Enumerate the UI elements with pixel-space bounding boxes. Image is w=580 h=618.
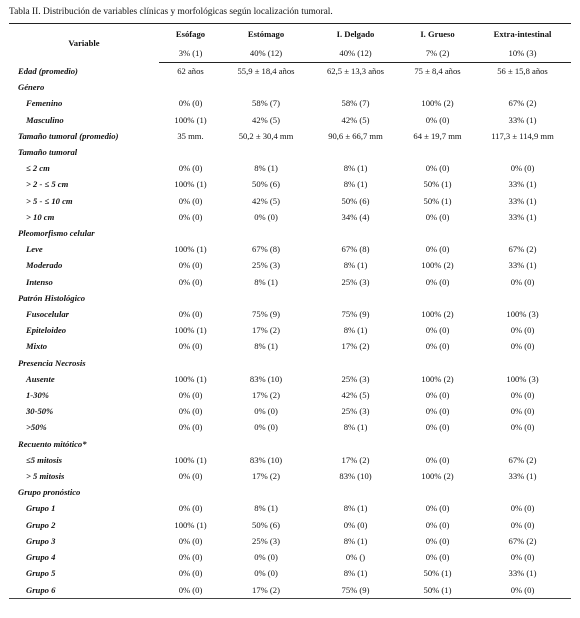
- table-cell: 0% (): [345, 552, 366, 563]
- table-row: [9, 452, 571, 468]
- table-cell: [222, 436, 310, 452]
- table-cell: 0% (0): [510, 163, 535, 174]
- table-cell: 0% (0): [178, 309, 203, 320]
- table-cell: 33% (1): [508, 211, 537, 222]
- table-row: [9, 565, 571, 581]
- table-cell: 0% (0): [425, 276, 450, 287]
- table-cell: 0% (0): [425, 503, 450, 514]
- table-cell: 0% (0): [178, 552, 203, 563]
- row-label: >50%: [26, 422, 47, 433]
- percent-esofago: 3% (1): [159, 44, 222, 63]
- table-cell: 50% (1): [423, 179, 452, 190]
- table-row: [9, 582, 571, 599]
- table-row: [9, 322, 571, 338]
- row-group-label: Grupo pronóstico: [18, 487, 81, 498]
- table-cell: [310, 225, 401, 241]
- table-cell: 0% (0): [425, 519, 450, 530]
- table-row: [9, 160, 571, 176]
- table-cell: 50% (1): [401, 582, 474, 599]
- table-row: [9, 387, 571, 403]
- table-cell: [310, 355, 401, 371]
- table-cell: 100% (3): [506, 373, 539, 384]
- table-cell: 117,3 ± 114,9 mm: [491, 130, 554, 141]
- row-group-label: Recuento mitótico*: [18, 438, 87, 449]
- table-cell: 0% (0): [425, 422, 450, 433]
- row-label: > 10 cm: [26, 211, 55, 222]
- table-cell: 58% (7): [341, 98, 370, 109]
- table-cell: 33% (1): [508, 568, 537, 579]
- row-label: Grupo 3: [26, 535, 56, 546]
- row-group-label: Género: [18, 82, 45, 93]
- table-cell: 25% (3): [252, 260, 280, 271]
- table-cell: 83% (10): [249, 373, 283, 384]
- table-cell: 67% (8): [341, 244, 370, 255]
- table-cell: 34% (4): [341, 211, 370, 222]
- row-label: Grupo 6: [9, 582, 159, 599]
- table-cell: [159, 79, 222, 95]
- table-cell: 67% (2): [508, 244, 537, 255]
- row-label: Epiteloideo: [26, 325, 67, 336]
- table-row: [9, 209, 571, 225]
- table-cell: 0% (0): [178, 211, 203, 222]
- table-cell: 75% (9): [341, 309, 370, 320]
- table-cell: 0% (0): [254, 422, 278, 433]
- table-cell: 0% (0): [178, 471, 203, 482]
- table-row: [9, 144, 571, 160]
- table-cell: 50% (6): [252, 519, 280, 530]
- table-body: [9, 63, 571, 599]
- table-cell: 75 ± 8,4 años: [414, 66, 461, 76]
- table-cell: [474, 79, 571, 95]
- table-cell: 0% (0): [178, 163, 203, 174]
- table-cell: 0% (0): [178, 195, 203, 206]
- table-cell: 0% (0): [159, 582, 222, 599]
- column-header-i-grueso: I. Grueso: [401, 24, 474, 45]
- table-cell: [474, 436, 571, 452]
- table-cell: 50% (1): [423, 568, 452, 579]
- table-row: [9, 533, 571, 549]
- table-cell: 0% (0): [510, 325, 535, 336]
- table-cell: 0% (0): [254, 406, 278, 417]
- table-cell: 0% (0): [178, 503, 203, 514]
- table-cell: 83% (10): [249, 454, 283, 465]
- table-cell: [474, 290, 571, 306]
- table-row: [9, 95, 571, 111]
- table-cell: 0% (0): [425, 244, 450, 255]
- table-cell: 0% (0): [178, 276, 203, 287]
- table-cell: 75% (9): [252, 309, 280, 320]
- table-cell: 0% (0): [254, 211, 278, 222]
- percent-i-grueso: 7% (2): [401, 44, 474, 63]
- row-label: Grupo 1: [26, 503, 56, 514]
- table-cell: 33% (1): [508, 179, 537, 190]
- table-cell: 25% (3): [341, 276, 370, 287]
- table-cell: 100% (1): [174, 325, 207, 336]
- table-cell: [401, 290, 474, 306]
- table-cell: 0% (0): [510, 552, 535, 563]
- table-cell: 8% (1): [343, 325, 368, 336]
- table-cell: 67% (2): [508, 454, 537, 465]
- table-row: [9, 549, 571, 565]
- table-cell: [310, 290, 401, 306]
- table-cell: 67% (2): [508, 98, 537, 109]
- table-cell: 0% (0): [254, 552, 278, 563]
- row-label: Grupo 4: [26, 552, 56, 563]
- table-cell: [159, 355, 222, 371]
- table-row: [9, 128, 571, 144]
- table-cell: 0% (0): [474, 582, 571, 599]
- table-cell: 33% (1): [508, 260, 537, 271]
- row-label: > 2 - ≤ 5 cm: [26, 179, 69, 190]
- table-cell: 0% (0): [425, 406, 450, 417]
- table-row: [9, 517, 571, 533]
- table-cell: [159, 436, 222, 452]
- row-label: ≤5 mitosis: [26, 454, 62, 465]
- table-cell: 0% (0): [343, 519, 368, 530]
- table-cell: 8% (1): [343, 260, 368, 271]
- table-cell: 0% (0): [510, 341, 535, 352]
- row-group-label: Pleomorfismo celular: [18, 228, 95, 239]
- table-cell: 42% (5): [341, 390, 370, 401]
- table-row: [9, 241, 571, 257]
- table-cell: 100% (1): [174, 454, 207, 465]
- table-cell: 90,6 ± 66,7 mm: [328, 130, 383, 141]
- percent-extra-intestinal: 10% (3): [474, 44, 571, 63]
- row-group-label: Patrón Histológico: [18, 292, 86, 303]
- table-cell: 8% (1): [254, 503, 278, 514]
- table-cell: 0% (0): [510, 422, 535, 433]
- table-cell: [159, 484, 222, 500]
- table-header: [9, 24, 571, 63]
- row-label: 30-50%: [26, 406, 54, 417]
- table-row: [9, 290, 571, 306]
- column-header-variable: Variable: [9, 24, 159, 63]
- table-cell: 35 mm.: [177, 130, 204, 141]
- table-cell: 8% (1): [343, 503, 368, 514]
- table-cell: 100% (3): [506, 309, 539, 320]
- row-group-label: Presencia Necrosis: [18, 357, 86, 368]
- table-row: [9, 484, 571, 500]
- table-cell: [401, 484, 474, 500]
- table-cell: 33% (1): [508, 471, 537, 482]
- table-cell: [401, 144, 474, 160]
- table-cell: 0% (0): [254, 568, 278, 579]
- table-cell: 100% (1): [174, 179, 207, 190]
- table-cell: 0% (0): [425, 552, 450, 563]
- table-cell: [310, 484, 401, 500]
- table-cell: 42% (5): [252, 195, 280, 206]
- table-row: [9, 468, 571, 484]
- table-cell: 8% (1): [254, 276, 278, 287]
- table-cell: [474, 225, 571, 241]
- table-row: [9, 225, 571, 241]
- table-row: [9, 403, 571, 419]
- table-cell: 100% (1): [174, 519, 207, 530]
- table-caption: Tabla II. Distribución de variables clínicas y morfológicas según localización tumoral.: [9, 7, 333, 17]
- row-label: Grupo 5: [26, 568, 56, 579]
- table-cell: 8% (1): [343, 163, 368, 174]
- table-row: [9, 112, 571, 128]
- table-row: [9, 63, 571, 80]
- table-row: [9, 306, 571, 322]
- table-cell: 0% (0): [425, 211, 450, 222]
- table-cell: 0% (0): [178, 535, 203, 546]
- table-row: [9, 338, 571, 354]
- table-row: [9, 419, 571, 435]
- table-cell: 0% (0): [425, 163, 450, 174]
- table-cell: [474, 144, 571, 160]
- table-cell: 0% (0): [510, 406, 535, 417]
- table-cell: [222, 225, 310, 241]
- table-cell: [401, 225, 474, 241]
- table-cell: 0% (0): [178, 98, 203, 109]
- table-cell: 0% (0): [178, 422, 203, 433]
- table-cell: [310, 79, 401, 95]
- table-cell: 0% (0): [425, 325, 450, 336]
- table-cell: 0% (0): [510, 390, 535, 401]
- row-label: > 5 - ≤ 10 cm: [26, 195, 73, 206]
- table-cell: 83% (10): [339, 471, 372, 482]
- table-cell: [222, 144, 310, 160]
- table-cell: 0% (0): [178, 390, 203, 401]
- table-cell: 67% (8): [252, 244, 280, 255]
- row-label: 1-30%: [26, 390, 49, 401]
- table-row: [9, 193, 571, 209]
- percent-i-delgado: 40% (12): [310, 44, 401, 63]
- table-cell: [310, 436, 401, 452]
- table-cell: [159, 144, 222, 160]
- table-cell: 0% (0): [178, 260, 203, 271]
- table-cell: 8% (1): [343, 422, 368, 433]
- column-header-extra-intestinal: Extra-intestinal: [474, 24, 571, 45]
- table-cell: 0% (0): [178, 406, 203, 417]
- table-cell: [222, 355, 310, 371]
- table-cell: [474, 484, 571, 500]
- table-cell: 0% (0): [510, 519, 535, 530]
- table-cell: 17% (2): [252, 325, 280, 336]
- row-label: Moderado: [26, 260, 63, 271]
- row-label: Leve: [26, 244, 43, 255]
- table-cell: 100% (2): [421, 373, 454, 384]
- table-row: [9, 176, 571, 192]
- row-label: Mixto: [26, 341, 48, 352]
- row-label: Femenino: [26, 98, 63, 109]
- table-cell: 0% (0): [178, 568, 203, 579]
- table-cell: 0% (0): [425, 114, 450, 125]
- table-cell: 62 años: [177, 66, 204, 76]
- table-cell: 17% (2): [222, 582, 310, 599]
- row-label: Grupo 2: [26, 519, 56, 530]
- row-group-label: Tamaño tumoral: [18, 147, 78, 158]
- table-cell: 42% (5): [341, 114, 370, 125]
- table-cell: 62,5 ± 13,3 años: [327, 66, 384, 76]
- table-cell: [310, 144, 401, 160]
- table-cell: [401, 436, 474, 452]
- table-cell: [159, 225, 222, 241]
- row-group-label: Tamaño tumoral (promedio): [18, 130, 119, 141]
- data-table: [9, 23, 571, 599]
- table-cell: 33% (1): [508, 195, 537, 206]
- row-label: Ausente: [26, 373, 55, 384]
- table-cell: [401, 355, 474, 371]
- table-cell: 100% (1): [174, 373, 207, 384]
- table-cell: 67% (2): [508, 535, 537, 546]
- column-header-i-delgado: I. Delgado: [310, 24, 401, 45]
- table-cell: 50% (6): [341, 195, 370, 206]
- table-cell: 0% (0): [510, 276, 535, 287]
- table-cell: 17% (2): [252, 390, 280, 401]
- table-cell: 17% (2): [252, 471, 280, 482]
- table-cell: 100% (2): [421, 309, 454, 320]
- table-row: [9, 371, 571, 387]
- table-cell: 8% (1): [343, 179, 368, 190]
- table-cell: 100% (1): [174, 114, 207, 125]
- table-cell: 0% (0): [425, 535, 450, 546]
- table-cell: 25% (3): [341, 406, 370, 417]
- table-cell: [159, 290, 222, 306]
- table-cell: 50% (6): [252, 179, 280, 190]
- table-cell: 75% (9): [310, 582, 401, 599]
- table-row: [9, 79, 571, 95]
- table-cell: 17% (2): [341, 454, 370, 465]
- table-cell: [222, 290, 310, 306]
- table-cell: 25% (3): [252, 535, 280, 546]
- table-cell: 100% (2): [421, 98, 454, 109]
- table-cell: 100% (2): [421, 260, 454, 271]
- table-cell: 64 ± 19,7 mm: [413, 130, 462, 141]
- row-label: Fusocelular: [26, 309, 69, 320]
- table-cell: [401, 79, 474, 95]
- table-cell: 0% (0): [178, 341, 203, 352]
- table-row: [9, 257, 571, 273]
- table-cell: [474, 355, 571, 371]
- table-cell: 8% (1): [343, 568, 368, 579]
- table-cell: [222, 484, 310, 500]
- table-cell: 33% (1): [508, 114, 537, 125]
- row-label: Intenso: [26, 276, 53, 287]
- table-cell: [222, 79, 310, 95]
- table-cell: 50,2 ± 30,4 mm: [238, 130, 294, 141]
- row-label: Masculino: [26, 114, 64, 125]
- row-group-label: Edad (promedio): [18, 65, 78, 76]
- percent-estomago: 40% (12): [222, 44, 310, 63]
- table-cell: 42% (5): [252, 114, 280, 125]
- table-cell: 8% (1): [254, 341, 278, 352]
- column-header-estomago: Estómago: [222, 24, 310, 45]
- table-row: [9, 436, 571, 452]
- table-cell: 100% (2): [421, 471, 454, 482]
- table-row: [9, 500, 571, 516]
- table-cell: 56 ± 15,8 años: [497, 66, 548, 76]
- table-cell: 0% (0): [425, 341, 450, 352]
- table-cell: 0% (0): [425, 390, 450, 401]
- table-row: [9, 274, 571, 290]
- row-label: ≤ 2 cm: [26, 163, 50, 174]
- table-cell: 25% (3): [341, 373, 370, 384]
- table-cell: 58% (7): [252, 98, 280, 109]
- table-row: [9, 355, 571, 371]
- table-cell: 17% (2): [341, 341, 370, 352]
- table-cell: 8% (1): [254, 163, 278, 174]
- table-cell: 0% (0): [425, 454, 450, 465]
- table-cell: 8% (1): [343, 535, 368, 546]
- table-cell: 100% (1): [174, 244, 207, 255]
- row-label: > 5 mitosis: [26, 471, 65, 482]
- table-cell: 0% (0): [510, 503, 535, 514]
- table-cell: 50% (1): [423, 195, 452, 206]
- column-header-esofago: Esófago: [159, 24, 222, 45]
- table-cell: 55,9 ± 18,4 años: [237, 66, 295, 76]
